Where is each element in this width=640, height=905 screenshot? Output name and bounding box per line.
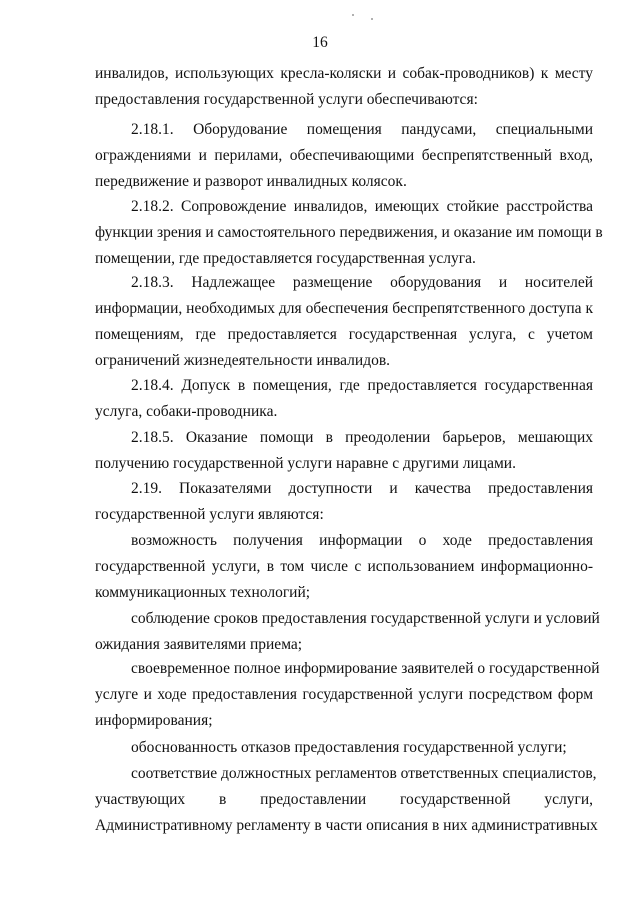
text-line: государственной услуги являются: [95,506,324,523]
text-line: ожидания заявителями приема; [95,636,303,653]
text-line: 2.18.1. Оборудование помещения пандусами, специальными [131,121,593,138]
scan-speck [352,14,354,16]
text-line: ограждениями и перилами, обеспечивающими беспрепятственный вход, [95,147,593,164]
text-line: 2.18.5. Оказание помощи в преодолении барьеров, мешающих [131,429,593,446]
text-line: 2.18.4. Допуск в помещения, где предоставляется государственная [131,377,593,394]
text-line: помещении, где предоставляется государственная услуга. [95,250,476,267]
text-line: получению государственной услуги наравне с другими лицами. [95,455,516,472]
page-number: 16 [312,34,328,51]
text-line: соблюдение сроков предоставления государственной услуги и условий [131,610,600,627]
scan-speck [371,18,373,20]
text-line: 2.18.3. Надлежащее размещение оборудования и носителей [131,274,593,291]
text-line: обоснованность отказов предоставления государственной услуги; [131,739,567,756]
text-line: инвалидов, использующих кресла-коляски и собак-проводников) к месту [95,65,593,82]
text-line: 2.18.2. Сопровождение инвалидов, имеющих стойкие расстройства [131,198,593,215]
text-line: помещениям, где предоставляется государственная услуга, с учетом [95,326,593,343]
text-line: возможность получения информации о ходе предоставления [131,532,593,549]
text-line: функции зрения и самостоятельного передвижения, и оказание им помощи в [95,224,603,241]
text-line: предоставления государственной услуги обеспечиваются: [95,91,478,108]
text-line: государственной услуги, в том числе с использованием информационно- [95,558,593,575]
text-line: информирования; [95,712,213,729]
text-line: передвижение и разворот инвалидных колясок. [95,173,407,190]
text-line: коммуникационных технологий; [95,584,311,601]
text-line: услуга, собаки-проводника. [95,403,278,420]
text-line: информации, необходимых для обеспечения беспрепятственного доступа к [95,300,593,317]
text-line: участвующих в предоставлении государственной услуги, [95,791,593,808]
text-line: ограничений жизнедеятельности инвалидов. [95,352,391,369]
text-line: соответствие должностных регламентов ответственных специалистов, [131,765,597,782]
text-line: услуге и ходе предоставления государственной услуги посредством форм [95,686,593,703]
text-line: 2.19. Показателями доступности и качества предоставления [131,480,593,497]
text-line: своевременное полное информирование заявителей о государственной [131,660,600,677]
text-line: Административному регламенту в части описания в них административных [95,817,598,834]
